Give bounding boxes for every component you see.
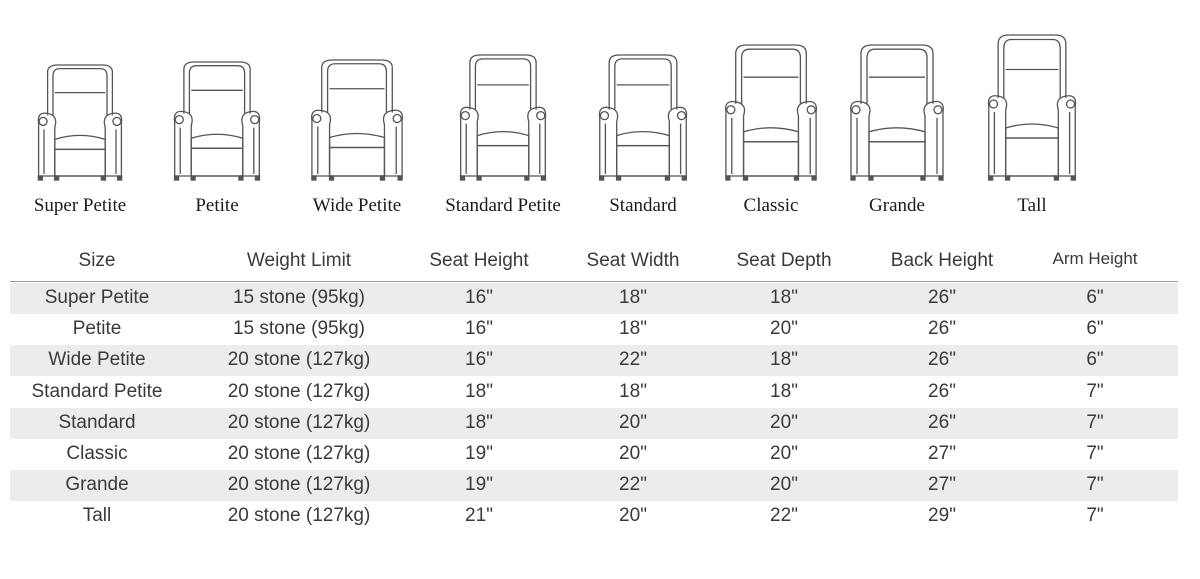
chair-label: Grande: [869, 195, 925, 216]
column-header: Seat Height: [429, 250, 529, 271]
table-cell: 18": [770, 380, 798, 402]
table-cell: 16": [465, 349, 493, 371]
table-cell: 20 stone (127kg): [227, 443, 371, 464]
table-cell: 18": [619, 287, 647, 308]
table-cell: 20": [770, 318, 798, 340]
table-cell: Tall: [82, 505, 112, 527]
chair-icon: [722, 45, 820, 185]
table-cell: 6": [1086, 287, 1104, 308]
table-cell: Grande: [65, 474, 129, 496]
table-cell: 20": [619, 443, 647, 464]
table-cell: 18": [770, 349, 798, 371]
column-header: Back Height: [890, 250, 994, 271]
table-cell: 16": [465, 287, 493, 308]
table-row: [10, 345, 1178, 376]
table-cell: 7": [1086, 443, 1104, 464]
table-cell: Super Petite: [44, 287, 150, 308]
table-cell: Petite: [72, 318, 122, 340]
table-cell: 20 stone (127kg): [227, 474, 371, 496]
table-cell: 27": [928, 443, 956, 464]
table-cell: Standard Petite: [31, 380, 163, 402]
table-cell: 18": [770, 287, 798, 308]
chair-label: Super Petite: [33, 195, 127, 216]
table-cell: 16": [465, 318, 493, 340]
table-cell: Classic: [66, 443, 128, 464]
table-cell: 22": [619, 474, 647, 496]
table-cell: 20": [770, 443, 798, 464]
chair-label: Classic: [743, 195, 799, 216]
chair-icon: [457, 55, 549, 185]
table-cell: 7": [1086, 474, 1104, 496]
table-cell: 26": [928, 318, 956, 340]
table-cell: 18": [465, 411, 493, 433]
column-header: Seat Depth: [736, 250, 832, 271]
chair-icon: [35, 65, 125, 185]
chair-icon: [985, 35, 1079, 185]
table-cell: Standard: [58, 411, 136, 433]
table-cell: 29": [928, 505, 956, 527]
chair-icon: [847, 45, 947, 185]
table-cell: 20": [770, 474, 798, 496]
table-cell: 22": [619, 349, 647, 371]
table-row: [10, 314, 1178, 345]
table-cell: 18": [465, 380, 493, 402]
table-cell: 20 stone (127kg): [227, 505, 371, 527]
table-cell: 20 stone (127kg): [227, 380, 371, 402]
table-row: [10, 377, 1178, 408]
table-cell: 26": [928, 349, 956, 371]
table-cell: 20": [619, 505, 647, 527]
table-cell: 22": [770, 505, 798, 527]
table-cell: 18": [619, 318, 647, 340]
table-row: [10, 408, 1178, 439]
table-row: [10, 470, 1178, 501]
table-cell: 18": [619, 380, 647, 402]
table-cell: 7": [1086, 380, 1104, 402]
table-cell: 20": [619, 411, 647, 433]
table-cell: 26": [928, 411, 956, 433]
table-cell: 7": [1086, 505, 1104, 527]
chair-label: Wide Petite: [312, 195, 402, 216]
table-row: [10, 439, 1178, 470]
table-cell: 21": [465, 505, 493, 527]
table-cell: Wide Petite: [48, 349, 146, 371]
table-cell: 20 stone (127kg): [227, 349, 371, 371]
table-cell: 6": [1086, 349, 1104, 371]
table-cell: 19": [465, 474, 493, 496]
chair-icon: [596, 55, 690, 185]
table-cell: 19": [465, 443, 493, 464]
table-cell: 15 stone (95kg): [232, 318, 366, 340]
chair-icon: [171, 62, 263, 185]
table-cell: 20 stone (127kg): [227, 411, 371, 433]
table-cell: 15 stone (95kg): [232, 287, 366, 308]
table-cell: 7": [1086, 411, 1104, 433]
table-cell: 26": [928, 380, 956, 402]
column-header: Weight Limit: [246, 250, 352, 271]
table-row: [10, 501, 1178, 532]
table-cell: 6": [1086, 318, 1104, 340]
column-header: Size: [78, 250, 116, 271]
table-cell: 26": [928, 287, 956, 308]
chair-label: Standard Petite: [445, 195, 561, 216]
chair-label: Tall: [1017, 195, 1047, 216]
header-divider: [10, 281, 1178, 282]
chair-icon: [308, 60, 406, 185]
table-cell: 20": [770, 411, 798, 433]
table-cell: 27": [928, 474, 956, 496]
chair-label: Petite: [195, 195, 239, 216]
column-header: Arm Height: [1052, 249, 1138, 268]
table-row: [10, 283, 1178, 314]
chair-label: Standard: [609, 195, 677, 216]
column-header: Seat Width: [586, 250, 680, 271]
